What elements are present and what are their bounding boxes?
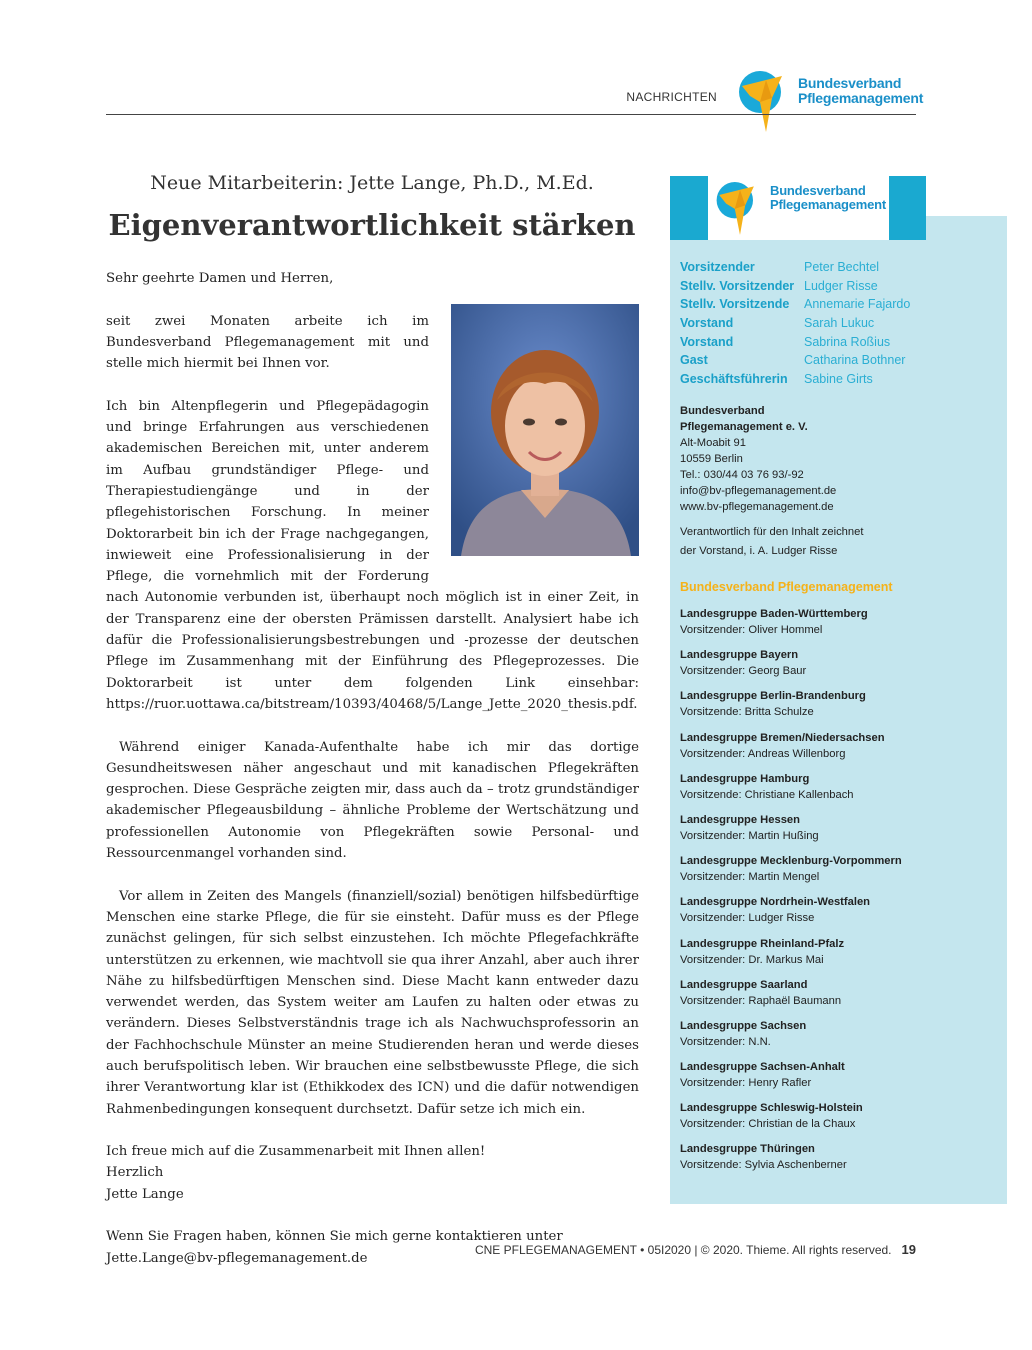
org-name-2: Pflegemanagement e. V. — [680, 421, 808, 433]
paragraph-mission: Vor allem in Zeiten des Mangels (finanziell/sozial) benötigen hilfsbedürftige Menschen eine starke Pflege, die für sie einsteht. Dafür muss es der Pflege zunächst gelingen, für sich selbst einzustehen. Ich möchte Pflegefachkräfte unterstützen zu erkennen, wie machtvoll sie qua ihrer Anzahl, aber auch ihrer Nähe zu hilfsbedürftigen Menschen sind. Diese Macht kann entweder dazu verwendet werden, das System weiter am Laufen zu halten oder etwas zu verändern. Dieses Selbstverständnis trage ich als Nachwuchsprofessorin an der Fachhochschule Münster an meine Studierenden heran und werde dieses auch berufspolitisch leben. Wir brauchen eine selbstbewusste Pflege, die sich ihrer Verantwortung klar ist (Ethikkodex des ICN) und die dafür notwendigen Rahmenbedingungen konsequent durchsetzt. Dafür setze ich mich ein. — [106, 888, 639, 1117]
paragraph-background-text: Ich bin Altenpflegerin und Pflegepädagogin und bringe Erfahrungen aus verschiedenen akademischen Bereichen mit, unter anderem im Aufbau grundständiger Pflege- und Therapiestudiengänge und in der pflegehistorischen Forschung. In meiner Doktorarbeit bin ich der Frage nachgegangen, inwieweit eine Professionalisierung in der Pflege, die vornehmlich mit der Forderung nach Autonomie verbunden ist, überhaupt noch möglich ist in einer Zeit, in der Transparenz eine der obersten Prämissen darstellt. Analysiert habe ich dafür die Professionalisierungsbestrebungen und -prozesse der deutschen Pflege im Zusammenhang mit der Einführung des Pflegeprozesses. Die Doktorarbeit ist unter dem folgenden Link einsehbar: https://ruor.uottawa.ca/bitstream/10393/40468/5/Lange_Jette_2020_thesis.pdf. — [106, 398, 639, 712]
board-role: Vorstand — [680, 334, 734, 349]
sidebar-logo-bar-right — [889, 176, 926, 240]
salutation: Sehr geehrte Damen und Herren, — [106, 271, 334, 286]
board-role: Stellv. Vorsitzende — [680, 297, 790, 312]
article-title: Eigenverantwortlichkeit stärken — [108, 208, 636, 242]
photo-wrap-spacer — [429, 396, 639, 568]
list-item — [680, 977, 902, 1018]
group-name: Landesgruppe Bremen/Niedersachsen — [680, 731, 885, 744]
sidebar-logo-box — [670, 176, 926, 240]
page-number: 19 — [901, 1242, 916, 1257]
group-chair: Vorsitzende: Sylvia Aschenberner — [680, 1159, 847, 1172]
group-name: Landesgruppe Sachsen — [680, 1019, 807, 1032]
group-name: Landesgruppe Sachsen-Anhalt — [680, 1061, 845, 1074]
board-role: Gast — [680, 353, 708, 368]
list-item — [680, 1141, 902, 1182]
header-rule — [106, 114, 916, 115]
board-name: Sabine Girts — [804, 372, 873, 387]
list-item — [680, 812, 902, 853]
header-logo-line1: Bundesverband — [798, 75, 902, 91]
group-name: Landesgruppe Rheinland-Pfalz — [680, 937, 845, 950]
group-chair: Vorsitzender: Martin Mengel — [680, 871, 820, 884]
address-city: 10559 Berlin — [680, 453, 743, 465]
responsibility-line-2: der Vorstand, i. A. Ludger Risse — [680, 545, 838, 557]
address-block — [680, 403, 836, 515]
address-website[interactable]: www.bv-pflegemanagement.de — [680, 501, 834, 513]
list-item — [680, 647, 902, 688]
contact-email[interactable]: Jette.Lange@bv-pflegemanagement.de — [106, 1250, 368, 1266]
closing-line-1: Ich freue mich auf die Zusammenarbeit mit Ihnen allen! — [106, 1144, 486, 1160]
group-chair: Vorsitzender: Dr. Markus Mai — [680, 953, 824, 966]
article-body — [106, 268, 639, 1290]
sidebar-logo-line2: Pflegemanagement — [770, 197, 887, 212]
responsibility-note — [680, 523, 863, 561]
list-item — [680, 1018, 902, 1059]
regional-groups-list — [680, 606, 902, 1183]
signature-name: Jette Lange — [106, 1186, 184, 1202]
group-name: Landesgruppe Thüringen — [680, 1143, 815, 1156]
list-item — [680, 1059, 902, 1100]
board-name: Annemarie Fajardo — [804, 297, 911, 312]
header-logo-text — [798, 76, 923, 106]
closing-line-2: Herzlich — [106, 1165, 164, 1181]
closing-block — [106, 1141, 639, 1205]
group-chair: Vorsitzender: Christian de la Chaux — [680, 1118, 856, 1131]
header-logo — [736, 68, 796, 134]
board-role: Geschäftsführerin — [680, 372, 788, 387]
list-item — [680, 606, 902, 647]
footer-text: CNE PFLEGEMANAGEMENT • 05I2020 | © 2020. Thieme. All rights reserved. — [474, 1243, 892, 1257]
group-name: Landesgruppe Berlin-Brandenburg — [680, 690, 866, 703]
bv-logo-icon — [736, 68, 796, 134]
list-item — [680, 730, 902, 771]
responsibility-line-1: Verantwortlich für den Inhalt zeichnet — [680, 526, 864, 538]
page-footer — [475, 1242, 916, 1257]
group-name: Landesgruppe Bayern — [680, 649, 799, 662]
paragraph-canada: Während einiger Kanada-Aufenthalte habe ich mir das dortige Gesundheitswesen näher angeschaut und mit kanadischen Pflegekräften gesprochen. Diese Gespräche zeigten mir, dass auch da – trotz grundständiger akademischer Pflegeausbildung – ähnliche Probleme der Wertschätzung und professionellen Autonomie von Pflegekräften sowie Personal- und Ressourcenmangel vorhanden sind. — [106, 739, 639, 862]
paragraph-background — [106, 396, 639, 715]
group-chair: Vorsitzender: Raphaël Baumann — [680, 994, 842, 1007]
header-logo-line2: Pflegemanagement — [798, 90, 924, 106]
board-role: Vorstand — [680, 316, 734, 331]
list-item — [680, 688, 902, 729]
board-name: Peter Bechtel — [804, 260, 880, 274]
org-name-1: Bundesverband — [680, 405, 765, 417]
board-name: Catharina Bothner — [804, 353, 906, 368]
group-name: Landesgruppe Nordrhein-Westfalen — [680, 896, 871, 909]
group-name: Landesgruppe Schleswig-Holstein — [680, 1102, 863, 1115]
group-chair: Vorsitzende: Britta Schulze — [680, 706, 814, 719]
list-item — [680, 853, 902, 894]
group-chair: Vorsitzender: Andreas Willenborg — [680, 747, 846, 760]
board-role: Vorsitzender — [680, 260, 755, 274]
address-phone: Tel.: 030/44 03 76 93/-92 — [680, 469, 804, 481]
list-item — [680, 771, 902, 812]
group-name: Landesgruppe Mecklenburg-Vorpommern — [680, 855, 902, 868]
address-email[interactable]: info@bv-pflegemanagement.de — [680, 485, 837, 497]
groups-heading: Bundesverband Pflegemanagement — [680, 580, 893, 594]
sidebar-logo-bar-left — [670, 176, 708, 240]
board-role: Stellv. Vorsitzender — [680, 278, 795, 293]
list-item — [680, 894, 902, 935]
group-chair: Vorsitzender: Oliver Hommel — [680, 624, 823, 636]
section-label: NACHRICHTEN — [626, 90, 717, 104]
board-name: Ludger Risse — [804, 278, 878, 293]
address-street: Alt-Moabit 91 — [680, 437, 746, 449]
paragraph-intro: seit zwei Monaten arbeite ich im Bundesverband Pflegemanagement mit und stelle mich hiermit bei Ihnen vor. — [106, 313, 429, 372]
group-chair: Vorsitzender: Henry Rafler — [680, 1077, 812, 1090]
group-name: Landesgruppe Hessen — [680, 813, 800, 826]
list-item — [680, 936, 902, 977]
group-chair: Vorsitzender: N.N. — [680, 1035, 771, 1048]
sidebar-bv-logo-icon — [714, 178, 766, 238]
group-chair: Vorsitzender: Martin Hußing — [680, 829, 819, 842]
board-name: Sabrina Roßius — [804, 334, 891, 349]
group-name: Landesgruppe Hamburg — [680, 772, 810, 785]
group-chair: Vorsitzende: Christiane Kallenbach — [680, 788, 854, 801]
sidebar-logo-line1: Bundesverband — [770, 183, 866, 198]
board-name: Sarah Lukuc — [804, 316, 875, 331]
sidebar-logo-text — [770, 184, 886, 212]
group-name: Landesgruppe Baden-Württemberg — [680, 608, 868, 620]
group-name: Landesgruppe Saarland — [680, 978, 808, 991]
article-subtitle: Neue Mitarbeiterin: Jette Lange, Ph.D., M.Ed. — [150, 172, 594, 194]
group-chair: Vorsitzender: Georg Baur — [680, 665, 807, 678]
group-chair: Vorsitzender: Ludger Risse — [680, 912, 815, 925]
contact-line: Wenn Sie Fragen haben, können Sie mich gerne kontaktieren unter — [106, 1229, 563, 1245]
list-item — [680, 1100, 902, 1141]
